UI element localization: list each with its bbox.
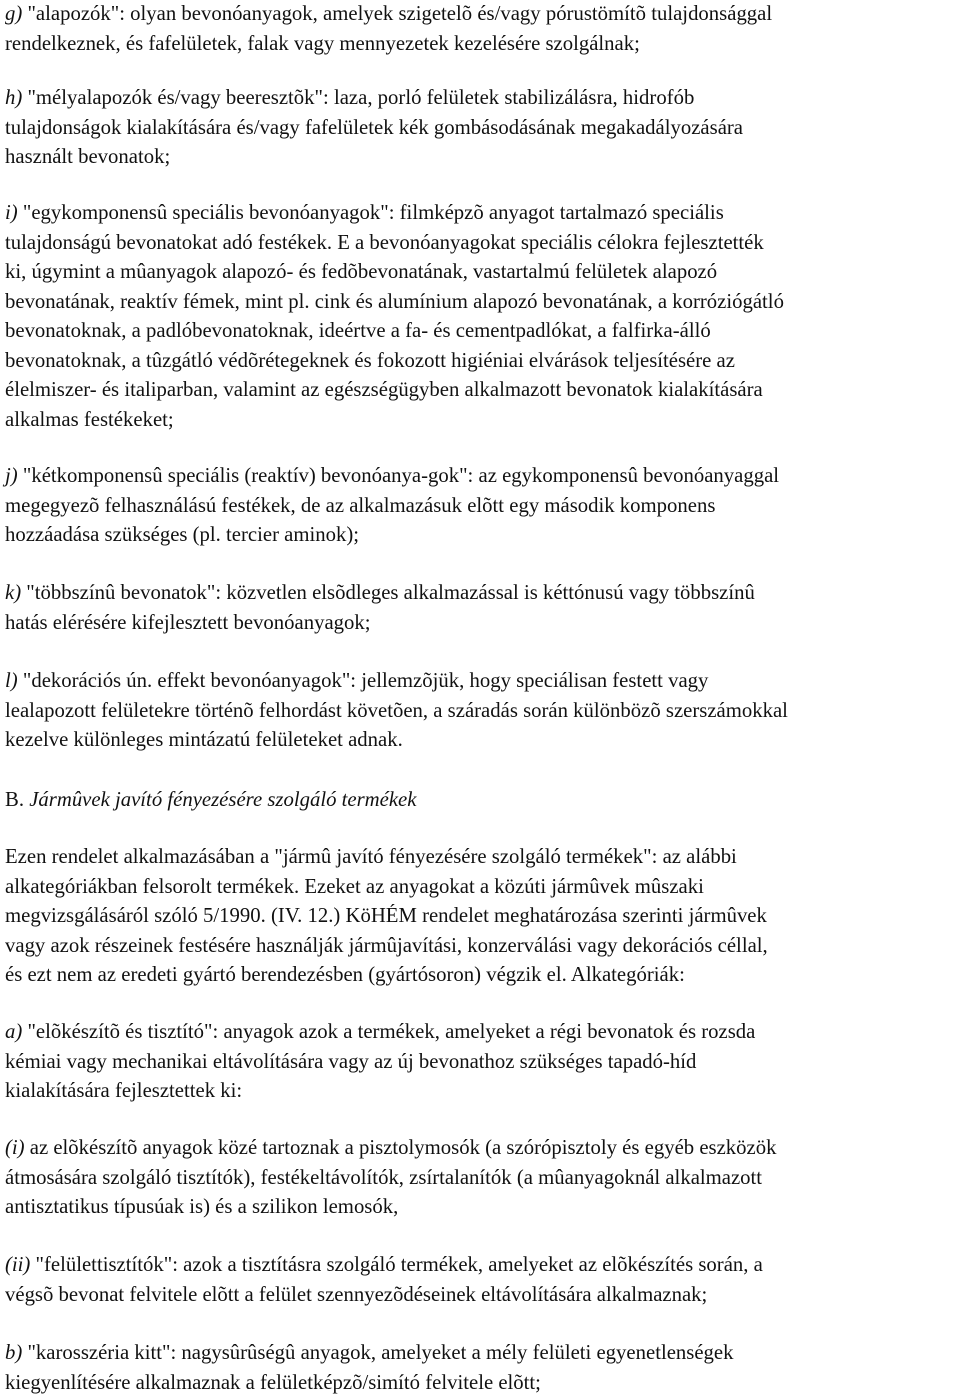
text-line: kiegyenlítésére alkalmaznak a felületképzõ/simító felvitele elõtt; [5, 1370, 541, 1394]
text-line [5, 461, 957, 491]
text-line: bevonatoknak, a padlóbevonatoknak, ideértve a fa- és cementpadlókat, a falfirka-álló [5, 319, 711, 342]
line-text: "karosszéria kitt": nagysûrûségû anyagok, amelyeket a mély felületi egyenetlenségek [22, 1341, 734, 1364]
text-line [5, 578, 957, 608]
subparagraph-ii [5, 1250, 960, 1309]
text-line: tulajdonságú bevonatokat adó festékek. E a bevonóanyagokat speciális célokra fejlesztették [5, 230, 764, 254]
subparagraph-a [5, 1017, 960, 1106]
item-label: h) [5, 86, 23, 109]
item-label: b) [5, 1341, 23, 1364]
heading-line [5, 785, 957, 815]
text-line: hatás elérésére kifejlesztett bevonóanyagok; [5, 610, 371, 634]
text-line: kialakítására fejlesztettek ki: [5, 1079, 243, 1102]
paragraph-h [5, 83, 960, 172]
heading-title: Jármûvek javító fényezésére szolgáló termékek [29, 788, 417, 811]
line-text: "felülettisztítók": azok a tisztításra szolgáló termékek, amelyeket az elõkészítés során, a [30, 1253, 763, 1276]
text-line: kezelve különleges mintázatú felületeket adnak. [5, 728, 403, 751]
section-heading [5, 785, 960, 815]
item-label: (i) [5, 1136, 25, 1159]
text-line: bevonatának, reaktív fémek, mint pl. cink és alumínium alapozó bevonatának, a korróziógátló [5, 289, 784, 313]
text-line [5, 83, 957, 113]
text-line [5, 198, 957, 228]
paragraph-g [5, 0, 960, 58]
text-line: ki, úgymint a mûanyagok alapozó- és fedõbevonatának, vastartalmú felületek alapozó [5, 260, 718, 283]
item-label: (ii) [5, 1253, 31, 1276]
item-label: l) [5, 669, 18, 692]
text-line [5, 0, 957, 29]
paragraph-k [5, 578, 960, 637]
intro-paragraph [5, 842, 960, 990]
text-line: és ezt nem az eredeti gyártó berendezésben (gyártósoron) végzik el. Alkategóriák: [5, 963, 685, 986]
text-line: antisztatikus típusúak is) és a szilikon lemosók, [5, 1195, 399, 1218]
paragraph-j [5, 461, 960, 550]
text-line: átmosására szolgáló tisztítók), festékeltávolítók, zsírtalanítók (a mûanyagoknál alkalmazott [5, 1165, 763, 1189]
paragraph-i [5, 198, 960, 434]
text-line [5, 1338, 957, 1368]
subparagraph-i [5, 1133, 960, 1222]
text-line: tulajdonságok kialakítására és/vagy fafelületek kék gombásodásának megakadályozására [5, 115, 744, 139]
line-text: "egykomponensû speciális bevonóanyagok": filmképzõ anyagot tartalmazó speciális [17, 201, 724, 224]
text-line: megvizsgálásáról szóló 5/1990. (IV. 12.) KöHÉM rendelet meghatározása szerinti jármûvek [5, 904, 767, 927]
text-line: bevonatoknak, a tûzgátló védõrétegeknek és fokozott higiéniai elvárások teljesítésére az [5, 348, 735, 372]
paragraph-l [5, 666, 960, 755]
line-text: "kétkomponensû speciális (reaktív) bevonóanya-gok": az egykomponensû bevonóanyaggal [17, 464, 780, 487]
text-line: alkategóriákban felsorolt termékek. Ezeket az anyagokat a közúti jármûvek mûszaki [5, 874, 704, 898]
line-text: "dekorációs ún. effekt bevonóanyagok": jellemzõjük, hogy speciálisan festett vagy [17, 669, 709, 692]
item-label: j) [5, 464, 18, 487]
item-label: a) [5, 1020, 23, 1043]
line-text: "elõkészítõ és tisztító": anyagok azok a termékek, amelyeket a régi bevonatok és rozsda [22, 1020, 756, 1043]
text-line [5, 1250, 957, 1280]
text-line [5, 1133, 957, 1163]
text-line [5, 666, 957, 696]
text-line: Ezen rendelet alkalmazásában a "jármû javító fényezésére szolgáló termékek": az alábbi [5, 845, 737, 868]
text-line: alkalmas festékeket; [5, 407, 174, 431]
line-text: az elõkészítõ anyagok közé tartoznak a pisztolymosók (a szórópisztoly és egyéb eszközök [24, 1136, 777, 1159]
text-line: lealapozott felületekre történõ felhordást követõen, a száradás során különbözõ szerszámokkal [5, 698, 788, 722]
text-line: kémiai vagy mechanikai eltávolítására vagy az új bevonathoz szükséges tapadó-híd [5, 1049, 697, 1073]
line-text: "alapozók": olyan bevonóanyagok, amelyek szigetelõ és/vagy pórustömítõ tulajdonsággal [22, 2, 773, 25]
text-line: végsõ bevonat felvitele elõtt a felület szennyezõdéseinek eltávolítására alkalmaznak; [5, 1282, 708, 1306]
subparagraph-b [5, 1338, 960, 1397]
text-line: vagy azok részeinek festésére használják jármûjavítási, konzerválási vagy dekorációs céllal, [5, 933, 768, 957]
text-line: megegyezõ felhasználású festékek, de az alkalmazásuk elõtt egy második komponens [5, 493, 716, 517]
heading-prefix: B. [5, 788, 30, 811]
item-label: k) [5, 581, 22, 604]
item-label: g) [5, 2, 23, 25]
text-line: használt bevonatok; [5, 145, 171, 168]
line-text: "többszínû bevonatok": közvetlen elsõdleges alkalmazással is kéttónusú vagy többszínû [21, 581, 755, 604]
text-line [5, 1017, 957, 1047]
text-line: rendelkeznek, és fafelületek, falak vagy mennyezetek kezelésére szolgálnak; [5, 31, 640, 55]
text-line: élelmiszer- és italiparban, valamint az egészségügyben alkalmazott bevonatok kialakítására [5, 378, 763, 401]
text-line: hozzáadása szükséges (pl. tercier aminok); [5, 523, 360, 546]
item-label: i) [5, 201, 18, 224]
line-text: "mélyalapozók és/vagy beeresztõk": laza, porló felületek stabilizálásra, hidrofób [22, 86, 695, 109]
